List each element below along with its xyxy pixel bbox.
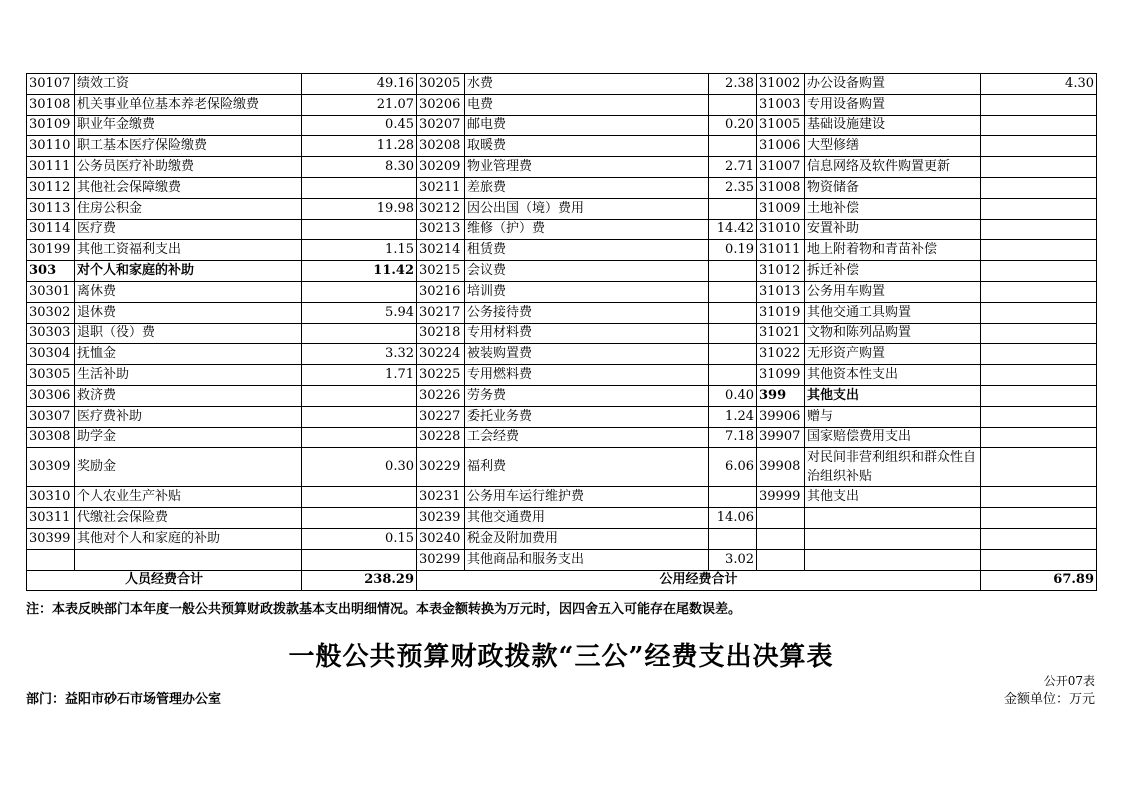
department-label: 部门：益阳市砂石市场管理办公室: [26, 692, 222, 707]
cell-value: [981, 365, 1097, 386]
cell-code: 30206: [417, 94, 465, 115]
cell-name: 其他对个人和家庭的补助: [75, 528, 302, 549]
cell-name: 税金及附加费用: [465, 528, 709, 549]
cell-value: 1.15: [302, 240, 417, 261]
cell-name: 救济费: [75, 385, 302, 406]
cell-code: 30108: [27, 94, 75, 115]
cell-code: 31006: [757, 136, 805, 157]
cell-name: 对民间非营利组织和群众性自治组织补贴: [805, 448, 981, 487]
cell-name: 基础设施建设: [805, 115, 981, 136]
cell-code: 31003: [757, 94, 805, 115]
cell-name: 无形资产购置: [805, 344, 981, 365]
cell-name: 信息网络及软件购置更新: [805, 157, 981, 178]
table-row: [27, 385, 1097, 406]
cell-name: 其他社会保障缴费: [75, 177, 302, 198]
cell-code: 30207: [417, 115, 465, 136]
cell-name: 租赁费: [465, 240, 709, 261]
cell-name: 物业管理费: [465, 157, 709, 178]
cell-value: [709, 528, 757, 549]
cell-name: 生活补助: [75, 365, 302, 386]
cell-code: 30303: [27, 323, 75, 344]
cell-value: 49.16: [302, 74, 417, 95]
table-row: [27, 94, 1097, 115]
cell-name: 其他交通费用: [465, 508, 709, 529]
cell-value: [709, 136, 757, 157]
cell-value: 3.02: [709, 549, 757, 570]
table-row: [27, 261, 1097, 282]
cell-name: 因公出国（境）费用: [465, 198, 709, 219]
cell-value: [709, 198, 757, 219]
table-row: [27, 487, 1097, 508]
cell-value: 8.30: [302, 157, 417, 178]
table-row: [27, 281, 1097, 302]
cell-name: 其他支出: [805, 385, 981, 406]
cell-value: [709, 323, 757, 344]
personnel-total-label: 人员经费合计: [27, 570, 302, 591]
cell-value: [981, 115, 1097, 136]
cell-value: 14.42: [709, 219, 757, 240]
cell-code: 30301: [27, 281, 75, 302]
cell-value: 19.98: [302, 198, 417, 219]
cell-value: [709, 281, 757, 302]
cell-name: 公务用车购置: [805, 281, 981, 302]
cell-code: 31005: [757, 115, 805, 136]
table-row: [27, 427, 1097, 448]
table-row: [27, 406, 1097, 427]
cell-name: 维修（护）费: [465, 219, 709, 240]
cell-name: 工会经费: [465, 427, 709, 448]
cell-code: 30307: [27, 406, 75, 427]
cell-name: 专用设备购置: [805, 94, 981, 115]
cell-value: 7.18: [709, 427, 757, 448]
cell-code: 30305: [27, 365, 75, 386]
cell-code: 31009: [757, 198, 805, 219]
cell-code: 31008: [757, 177, 805, 198]
cell-value: 5.94: [302, 302, 417, 323]
cell-code: 31022: [757, 344, 805, 365]
cell-code: 30304: [27, 344, 75, 365]
cell-value: [981, 344, 1097, 365]
cell-code: 30399: [27, 528, 75, 549]
cell-value: [981, 448, 1097, 487]
cell-name: [75, 549, 302, 570]
cell-code: 31002: [757, 74, 805, 95]
cell-code: 30224: [417, 344, 465, 365]
table-row: [27, 198, 1097, 219]
cell-name: 委托业务费: [465, 406, 709, 427]
cell-name: 奖励金: [75, 448, 302, 487]
table-row: [27, 302, 1097, 323]
cell-name: 水费: [465, 74, 709, 95]
cell-name: 抚恤金: [75, 344, 302, 365]
cell-value: [981, 281, 1097, 302]
cell-name: 文物和陈列品购置: [805, 323, 981, 344]
cell-name: 物资储备: [805, 177, 981, 198]
cell-code: [757, 508, 805, 529]
cell-code: 39906: [757, 406, 805, 427]
cell-code: 30215: [417, 261, 465, 282]
table-body: [27, 74, 1097, 591]
cell-value: 3.32: [302, 344, 417, 365]
cell-name: 赠与: [805, 406, 981, 427]
table-row: [27, 219, 1097, 240]
cell-name: 土地补偿: [805, 198, 981, 219]
cell-code: 30205: [417, 74, 465, 95]
cell-code: 30309: [27, 448, 75, 487]
cell-value: 14.06: [709, 508, 757, 529]
public-total-value: 67.89: [981, 570, 1097, 591]
cell-value: [981, 487, 1097, 508]
cell-value: [981, 157, 1097, 178]
cell-value: [981, 219, 1097, 240]
cell-code: 30231: [417, 487, 465, 508]
table-note: 注：本表反映部门本年度一般公共预算财政拨款基本支出明细情况。本表金额转换为万元时，因四舍五入可能存在尾数误差。: [26, 602, 742, 617]
cell-value: [709, 487, 757, 508]
cell-value: [981, 508, 1097, 529]
cell-value: [981, 323, 1097, 344]
cell-value: 2.35: [709, 177, 757, 198]
cell-code: 30209: [417, 157, 465, 178]
cell-name: 国家赔偿费用支出: [805, 427, 981, 448]
cell-value: [981, 261, 1097, 282]
cell-name: 公务用车运行维护费: [465, 487, 709, 508]
cell-code: [27, 549, 75, 570]
table-row: [27, 508, 1097, 529]
cell-value: [302, 406, 417, 427]
cell-value: [302, 281, 417, 302]
cell-name: 会议费: [465, 261, 709, 282]
cell-code: 30212: [417, 198, 465, 219]
cell-name: 其他商品和服务支出: [465, 549, 709, 570]
table-row: [27, 240, 1097, 261]
cell-value: [302, 385, 417, 406]
page-title: 一般公共预算财政拨款“三公”经费支出决算表: [288, 642, 834, 672]
cell-name: 福利费: [465, 448, 709, 487]
cell-code: 30308: [27, 427, 75, 448]
cell-code: 30218: [417, 323, 465, 344]
cell-code: 30216: [417, 281, 465, 302]
cell-code: 30111: [27, 157, 75, 178]
cell-name: 公务员医疗补助缴费: [75, 157, 302, 178]
cell-code: 30208: [417, 136, 465, 157]
cell-value: 2.38: [709, 74, 757, 95]
cell-name: 安置补助: [805, 219, 981, 240]
cell-name: 助学金: [75, 427, 302, 448]
table-row: [27, 549, 1097, 570]
cell-value: [709, 261, 757, 282]
cell-value: [981, 406, 1097, 427]
cell-name: 职工基本医疗保险缴费: [75, 136, 302, 157]
cell-name: 专用材料费: [465, 323, 709, 344]
cell-name: 专用燃料费: [465, 365, 709, 386]
cell-code: 30226: [417, 385, 465, 406]
cell-name: 公务接待费: [465, 302, 709, 323]
table-row: [27, 323, 1097, 344]
cell-value: [981, 94, 1097, 115]
cell-value: [709, 302, 757, 323]
cell-code: 30229: [417, 448, 465, 487]
cell-code: [757, 528, 805, 549]
cell-code: 30306: [27, 385, 75, 406]
cell-code: 30114: [27, 219, 75, 240]
totals-row: [27, 570, 1097, 591]
cell-name: 医疗费: [75, 219, 302, 240]
table-row: [27, 136, 1097, 157]
cell-code: 30299: [417, 549, 465, 570]
personnel-total-value: 238.29: [302, 570, 417, 591]
cell-name: 电费: [465, 94, 709, 115]
cell-code: 39907: [757, 427, 805, 448]
cell-name: [805, 508, 981, 529]
cell-value: 0.30: [302, 448, 417, 487]
public-total-label: 公用经费合计: [417, 570, 981, 591]
cell-code: 31010: [757, 219, 805, 240]
cell-value: 0.20: [709, 115, 757, 136]
cell-value: [709, 344, 757, 365]
cell-code: 30107: [27, 74, 75, 95]
cell-value: 0.15: [302, 528, 417, 549]
cell-value: [981, 302, 1097, 323]
cell-value: [981, 136, 1097, 157]
cell-code: 30302: [27, 302, 75, 323]
cell-code: 31099: [757, 365, 805, 386]
cell-name: 职业年金缴费: [75, 115, 302, 136]
form-number: 公开07表: [1043, 674, 1095, 688]
cell-code: 30239: [417, 508, 465, 529]
table-row: [27, 115, 1097, 136]
cell-value: 11.42: [302, 261, 417, 282]
cell-name: 退休费: [75, 302, 302, 323]
cell-code: 303: [27, 261, 75, 282]
cell-value: [302, 219, 417, 240]
cell-name: 个人农业生产补贴: [75, 487, 302, 508]
cell-value: [981, 240, 1097, 261]
cell-code: 30214: [417, 240, 465, 261]
cell-value: [302, 177, 417, 198]
cell-value: [302, 323, 417, 344]
cell-code: 30199: [27, 240, 75, 261]
cell-value: 0.45: [302, 115, 417, 136]
cell-name: 退职（役）费: [75, 323, 302, 344]
cell-name: 劳务费: [465, 385, 709, 406]
table-row: [27, 365, 1097, 386]
table-row: [27, 448, 1097, 487]
cell-name: 地上附着物和青苗补偿: [805, 240, 981, 261]
table-row: [27, 528, 1097, 549]
cell-name: 其他交通工具购置: [805, 302, 981, 323]
cell-value: 21.07: [302, 94, 417, 115]
cell-name: 培训费: [465, 281, 709, 302]
cell-code: 30211: [417, 177, 465, 198]
cell-value: 2.71: [709, 157, 757, 178]
cell-value: [302, 427, 417, 448]
cell-value: 4.30: [981, 74, 1097, 95]
cell-value: [302, 487, 417, 508]
cell-name: 取暖费: [465, 136, 709, 157]
table-row: [27, 157, 1097, 178]
cell-name: 被装购置费: [465, 344, 709, 365]
cell-name: 医疗费补助: [75, 406, 302, 427]
cell-value: [981, 177, 1097, 198]
cell-code: 30225: [417, 365, 465, 386]
cell-name: 办公设备购置: [805, 74, 981, 95]
cell-code: 30213: [417, 219, 465, 240]
cell-name: 机关事业单位基本养老保险缴费: [75, 94, 302, 115]
cell-value: [981, 528, 1097, 549]
table-row: [27, 74, 1097, 95]
cell-code: 30109: [27, 115, 75, 136]
cell-name: 其他工资福利支出: [75, 240, 302, 261]
cell-value: [709, 365, 757, 386]
cell-code: 30240: [417, 528, 465, 549]
cell-code: 31007: [757, 157, 805, 178]
cell-name: 其他支出: [805, 487, 981, 508]
cell-value: [302, 549, 417, 570]
cell-code: 30227: [417, 406, 465, 427]
cell-value: 0.19: [709, 240, 757, 261]
cell-value: [981, 427, 1097, 448]
cell-name: 绩效工资: [75, 74, 302, 95]
table-row: [27, 177, 1097, 198]
cell-code: 31011: [757, 240, 805, 261]
cell-code: 31013: [757, 281, 805, 302]
cell-name: 拆迁补偿: [805, 261, 981, 282]
cell-value: [709, 94, 757, 115]
expenditure-detail-table: [26, 73, 1097, 591]
cell-name: 代缴社会保险费: [75, 508, 302, 529]
cell-name: 离休费: [75, 281, 302, 302]
cell-code: 31019: [757, 302, 805, 323]
cell-code: 31012: [757, 261, 805, 282]
cell-name: 住房公积金: [75, 198, 302, 219]
cell-value: 11.28: [302, 136, 417, 157]
cell-value: 0.40: [709, 385, 757, 406]
cell-name: 邮电费: [465, 115, 709, 136]
cell-name: 对个人和家庭的补助: [75, 261, 302, 282]
cell-code: 30110: [27, 136, 75, 157]
cell-code: 30217: [417, 302, 465, 323]
cell-name: 差旅费: [465, 177, 709, 198]
cell-code: 399: [757, 385, 805, 406]
cell-name: 其他资本性支出: [805, 365, 981, 386]
cell-code: 30310: [27, 487, 75, 508]
table-row: [27, 344, 1097, 365]
unit-label: 金额单位：万元: [1003, 692, 1095, 707]
cell-code: 30311: [27, 508, 75, 529]
cell-code: 31021: [757, 323, 805, 344]
cell-value: 1.24: [709, 406, 757, 427]
cell-code: 39999: [757, 487, 805, 508]
cell-name: [805, 549, 981, 570]
cell-value: 1.71: [302, 365, 417, 386]
cell-name: [805, 528, 981, 549]
cell-value: [981, 385, 1097, 406]
cell-value: 6.06: [709, 448, 757, 487]
cell-code: 30112: [27, 177, 75, 198]
cell-value: [981, 198, 1097, 219]
cell-code: 30228: [417, 427, 465, 448]
cell-value: [302, 508, 417, 529]
cell-value: [981, 549, 1097, 570]
cell-name: 大型修缮: [805, 136, 981, 157]
cell-code: 30113: [27, 198, 75, 219]
cell-code: [757, 549, 805, 570]
cell-code: 39908: [757, 448, 805, 487]
